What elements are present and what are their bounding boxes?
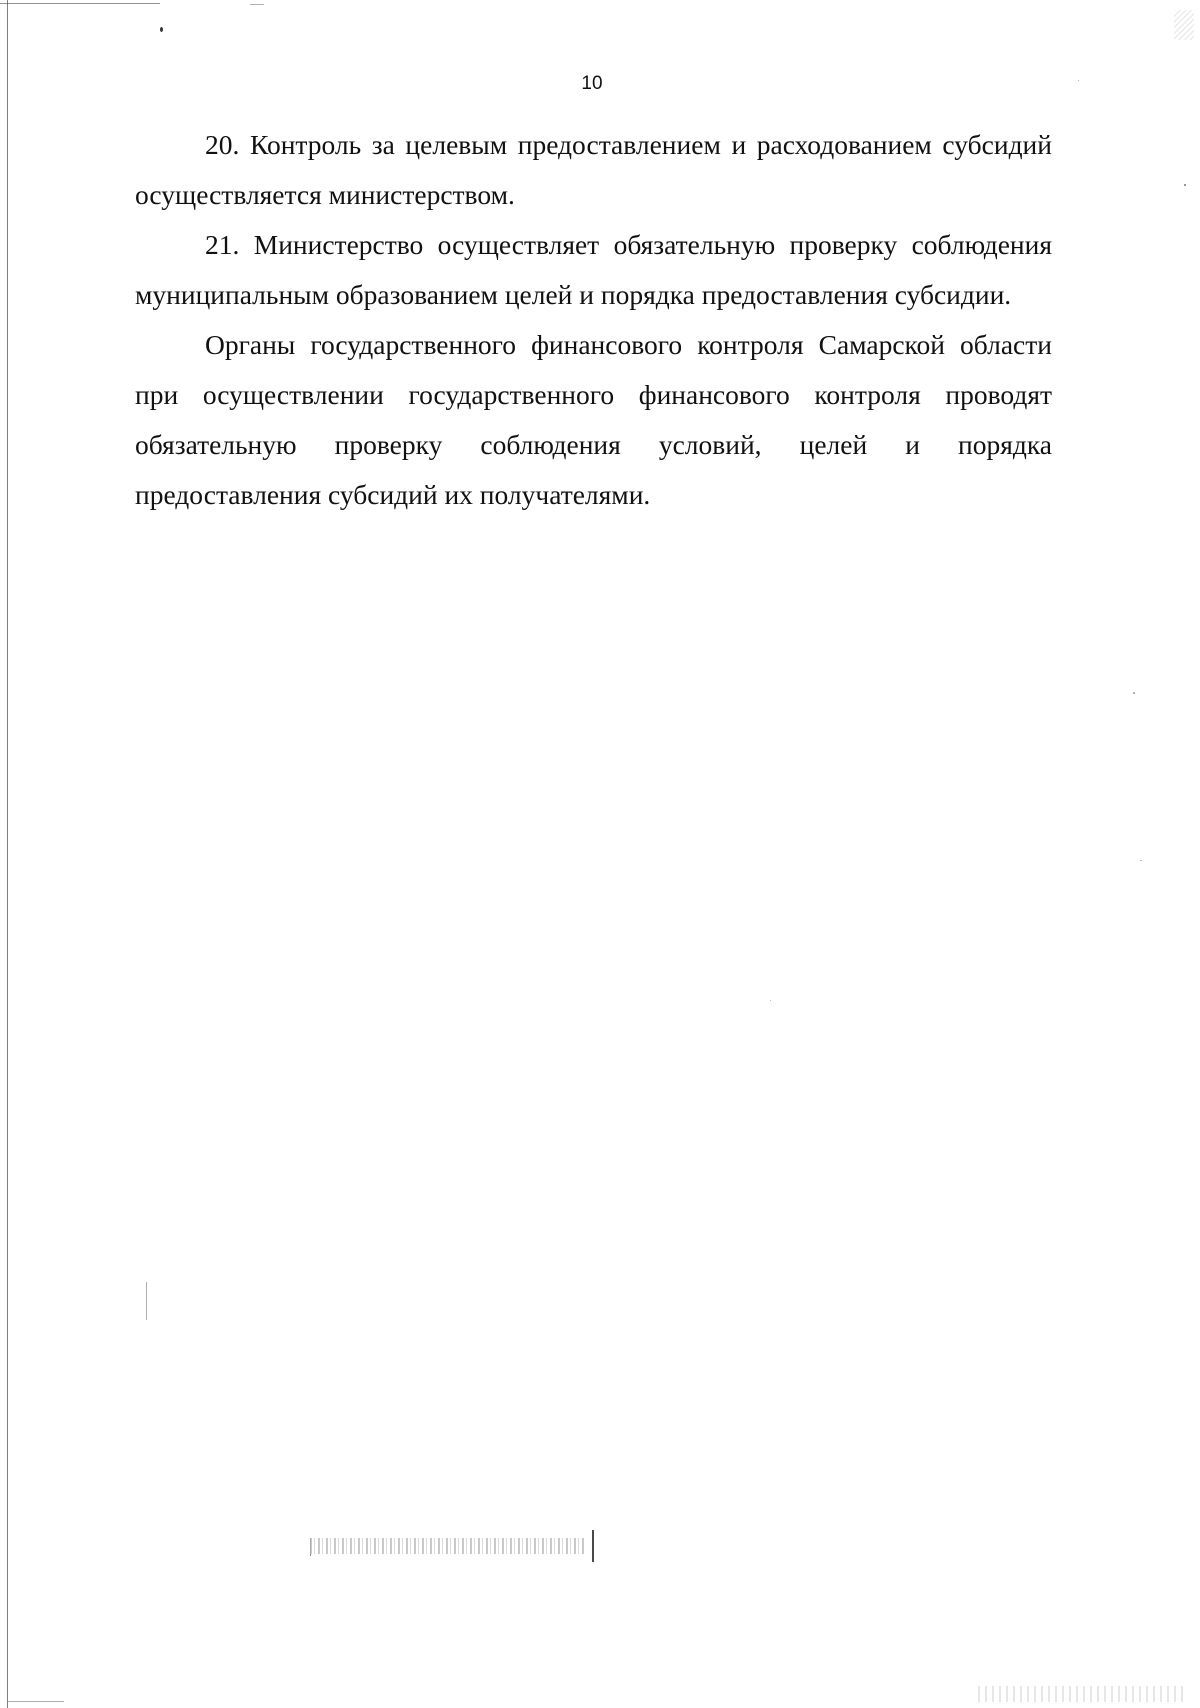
scan-left-edge bbox=[7, 0, 8, 1708]
paragraph-20: 20. Контроль за целевым предоставлением и расходованием субсидий осуществляется министерством. bbox=[135, 129, 1052, 210]
scan-speck bbox=[770, 1000, 771, 1001]
scan-corner-noise bbox=[1174, 10, 1194, 40]
scan-top-edge-fragment bbox=[250, 4, 264, 5]
scan-bottom-edge bbox=[8, 1701, 64, 1702]
document-stamp-graphic bbox=[310, 1530, 600, 1566]
paragraph-financial-control: Органы государственного финансового контроля Самарской области при осуществлении государственного финансового контроля проводят обязательную проверку соблюдения условий, целей и порядка предоставления субсидий их получателями. bbox=[135, 329, 1052, 510]
scan-speck bbox=[160, 27, 163, 32]
stamp-illegible-code bbox=[310, 1538, 586, 1554]
scan-speck bbox=[1133, 692, 1135, 694]
paragraph-21: 21. Министерство осуществляет обязательную проверку соблюдения муниципальным образованием целей и порядка предоставления субсидии. bbox=[135, 229, 1052, 310]
scan-margin-mark bbox=[146, 1282, 147, 1320]
scan-speck bbox=[1140, 860, 1142, 861]
page-number: 10 bbox=[581, 73, 603, 94]
stamp-right-border bbox=[592, 1530, 594, 1562]
scan-bottom-noise bbox=[978, 1686, 1188, 1702]
scan-speck bbox=[1184, 184, 1186, 186]
scan-top-edge bbox=[0, 3, 160, 4]
document-body bbox=[135, 120, 1052, 520]
